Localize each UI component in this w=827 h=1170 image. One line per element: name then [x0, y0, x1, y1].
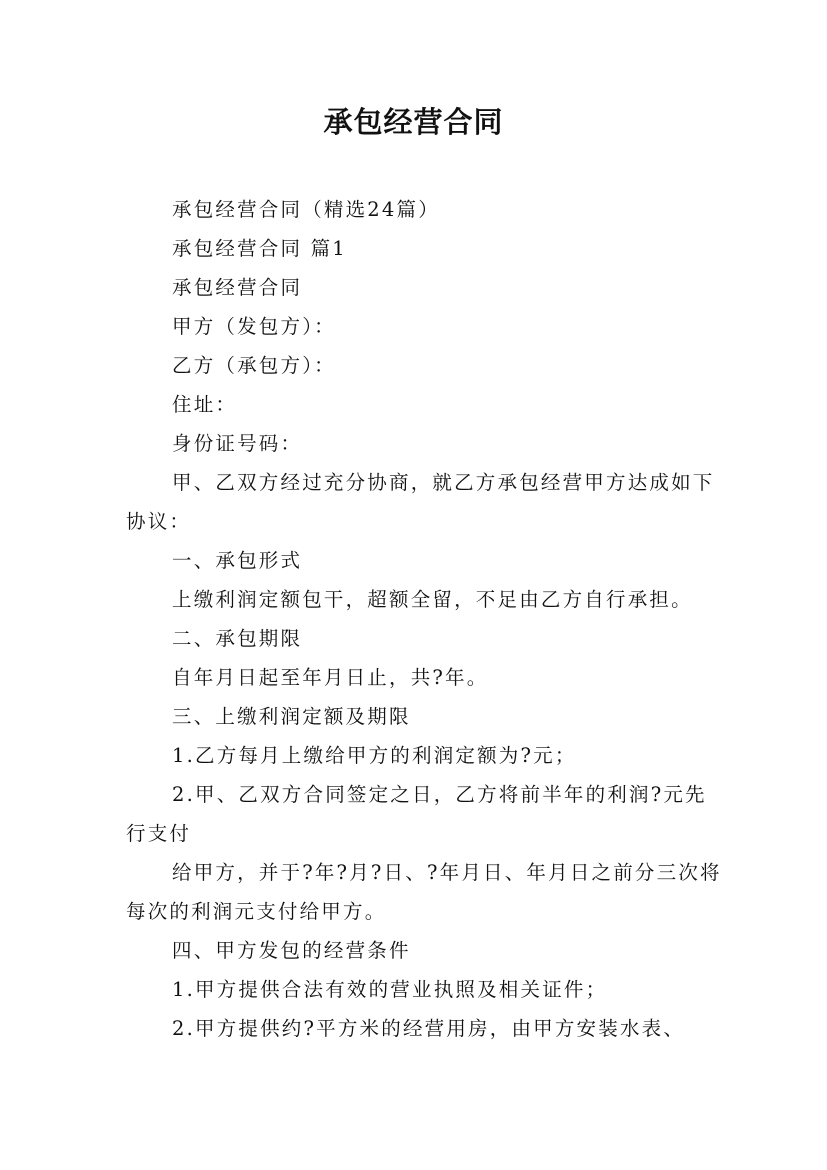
paragraph: 甲、乙双方经过充分协商，就乙方承包经营甲方达成如下协议： [126, 471, 715, 533]
paragraph: 2.甲方提供约?平方米的经营用房，由甲方安装水表、 [172, 1017, 686, 1040]
paragraph: 1.甲方提供合法有效的营业执照及相关证件； [172, 978, 608, 1001]
paragraph: 上缴利润定额包干，超额全留，不足由乙方自行承担。 [172, 588, 693, 611]
section-heading: 三、上缴利润定额及期限 [172, 705, 411, 728]
paragraph: 2.甲、乙双方合同签定之日，乙方将前半年的利润?元先行支付 [126, 783, 707, 845]
paragraph: 承包经营合同 篇1 [172, 237, 347, 260]
paragraph: 1.乙方每月上缴给甲方的利润定额为?元； [172, 744, 577, 767]
paragraph: 住址： [172, 393, 238, 416]
paragraph: 乙方（承包方）： [172, 354, 336, 377]
paragraph: 承包经营合同（精选24篇） [172, 198, 440, 221]
paragraph: 身份证号码： [172, 432, 303, 455]
paragraph: 承包经营合同 [172, 276, 303, 299]
document-title: 承包经营合同 [323, 105, 504, 139]
section-heading: 四、甲方发包的经营条件 [172, 939, 411, 962]
section-heading: 一、承包形式 [172, 549, 303, 572]
paragraph: 给甲方，并于?年?月?日、?年月日、年月日之前分三次将每次的利润元支付给甲方。 [126, 861, 722, 923]
paragraph: 甲方（发包方）： [172, 315, 336, 338]
document-body [126, 190, 726, 1048]
section-heading: 二、承包期限 [172, 627, 303, 650]
paragraph: 自年月日起至年月日止，共?年。 [172, 666, 489, 689]
